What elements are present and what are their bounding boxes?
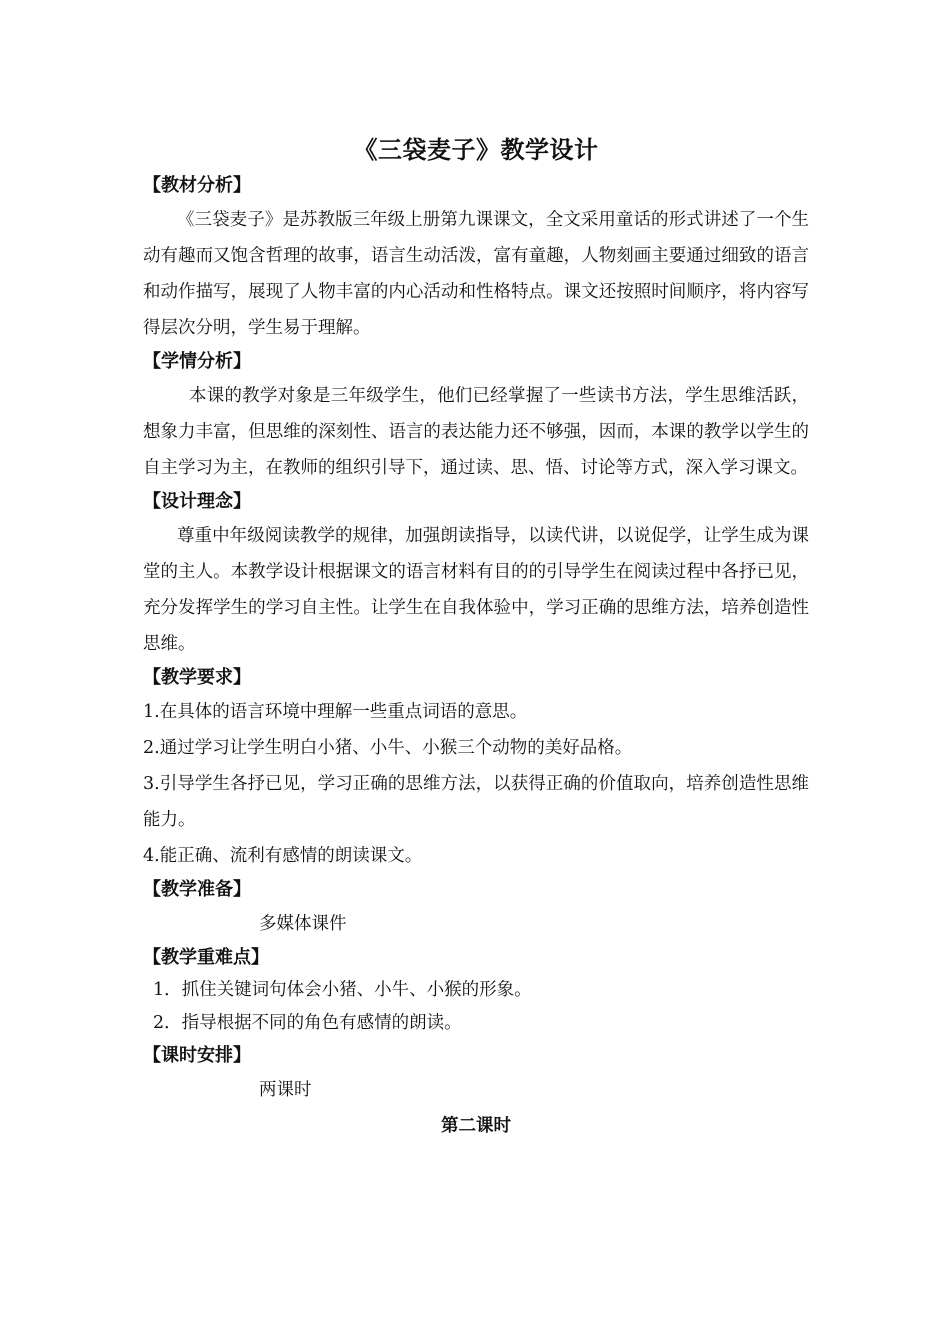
heading-design-concept: 【设计理念】: [143, 491, 251, 512]
requirement-item: 4.能正确、流利有感情的朗读课文。: [143, 846, 423, 866]
heading-key-difficulties: 【教学重难点】: [143, 947, 269, 968]
requirement-item: 2.通过学习让学生明白小猪、小牛、小猴三个动物的美好品格。: [143, 738, 633, 758]
student-analysis-text: 本课的教学对象是三年级学生，他们已经掌握了一些读书方法，学生思维活跃，想象力丰富，但思维的深刻性、语言的表达能力还不够强，因而，本课的教学以学生的自主学习为主，在教师的组织引导下，通过读、思、悟、讨论等方式，深入学习课文。: [143, 386, 809, 478]
keypoint-item: 1．抓住关键词句体会小猪、小牛、小猴的形象。: [153, 980, 532, 1000]
lesson-label: 第二课时: [441, 1116, 511, 1136]
heading-student-analysis: 【学情分析】: [143, 351, 251, 372]
document-page: [143, 130, 809, 1144]
design-concept-text: 尊重中年级阅读教学的规律，加强朗读指导，以读代讲，以说促学，让学生成为课堂的主人。本教学设计根据课文的语言材料有目的的引导学生在阅读过程中各抒已见，充分发挥学生的学习自主性。让学生在自我体验中，学习正确的思维方法，培养创造性思维。: [143, 526, 809, 654]
textbook-analysis-text: 《三袋麦子》是苏教版三年级上册第九课课文，全文采用童话的形式讲述了一个生动有趣而又饱含哲理的故事，语言生动活泼，富有童趣，人物刻画主要通过细致的语言和动作描写，展现了人物丰富的内心活动和性格特点。课文还按照时间顺序，将内容写得层次分明，学生易于理解。: [143, 210, 809, 338]
document-title: 《三袋麦子》教学设计: [353, 135, 599, 164]
heading-teaching-requirements: 【教学要求】: [143, 667, 251, 688]
keypoint-item: 2．指导根据不同的角色有感情的朗读。: [153, 1013, 462, 1033]
heading-teaching-preparation: 【教学准备】: [143, 879, 251, 900]
requirement-item: 1.在具体的语言环境中理解一些重点词语的意思。: [143, 702, 528, 722]
heading-textbook-analysis: 【教材分析】: [143, 175, 251, 196]
schedule-text: 两课时: [259, 1080, 312, 1100]
teaching-preparation-text: 多媒体课件: [259, 914, 347, 934]
requirement-item: 3.引导学生各抒已见，学习正确的思维方法，以获得正确的价值取向，培养创造性思维能力。: [143, 774, 809, 830]
heading-schedule: 【课时安排】: [143, 1045, 251, 1066]
